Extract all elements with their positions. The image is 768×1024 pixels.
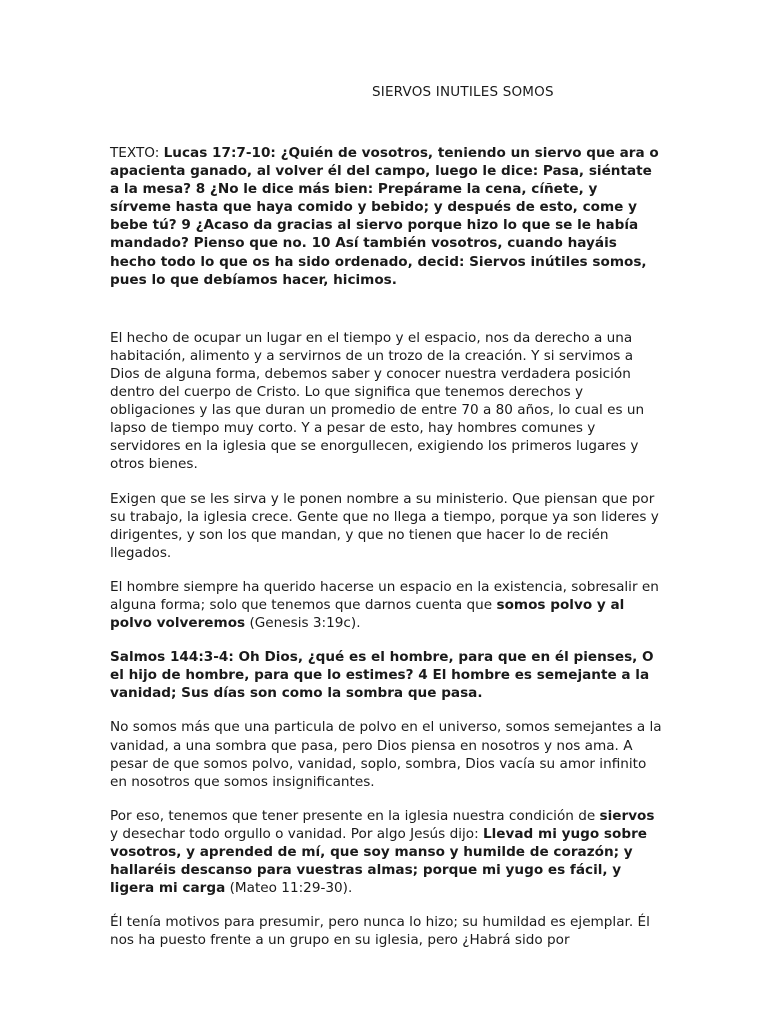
psalm-quote-paragraph bbox=[110, 648, 662, 702]
paragraph-2: Exigen que se les sirva y le ponen nombre a su ministerio. Que piensan que por su trabajo, la iglesia crece. Gente que no llega a tiempo, porque ya son lideres y dirigentes, y son los que mandan, y que no tienen que hacer lo de recién llegados. bbox=[110, 490, 659, 561]
paragraph-6-bold-quote: Llevad mi yugo sobre vosotros, y aprended de mí, que soy manso y humilde de corazón; y hallaréis descanso para vuestras almas; porque mi yugo es fácil, y ligera mi carga bbox=[110, 825, 648, 897]
texto-label: TEXTO: bbox=[110, 145, 164, 161]
paragraph-6 bbox=[110, 807, 662, 897]
paragraph-6-bold-siervos: siervos bbox=[599, 807, 655, 824]
paragraph-3-post: (Genesis 3:19c). bbox=[245, 615, 361, 632]
paragraph-3-pre: El hombre siempre ha querido hacerse un espacio en la existencia, sobresalir en alguna forma; solo que tenemos que darnos cuenta que bbox=[110, 578, 659, 613]
paragraph-5: No somos más que una particula de polvo en el universo, somos semejantes a la vanidad, a una sombra que pasa, pero Dios piensa en nosotros y nos ama. A pesar de que somos polvo, vanidad, soplo, sombra, Dios vacía su amor infinito en nosotros que somos insignificantes. bbox=[110, 719, 662, 790]
paragraph-6-mid: y desechar todo orgullo o vanidad. Por algo Jesús dijo: bbox=[110, 825, 483, 842]
paragraph-6-post: (Mateo 11:29-30). bbox=[225, 880, 353, 897]
paragraph-6-pre: Por eso, tenemos que tener presente en la iglesia nuestra condición de bbox=[110, 807, 600, 824]
psalm-quote: Salmos 144:3-4: Oh Dios, ¿qué es el hombre, para que en él pienses, O el hijo de hombre, para que lo estimes? 4 El hombre es semejante a la vanidad; Sus días son como la sombra que pasa. bbox=[110, 649, 654, 702]
paragraph-7: Él tenía motivos para presumir, pero nunca lo hizo; su humildad es ejemplar. Él nos ha puesto frente a un grupo en su iglesia, pero ¿Habrá sido por bbox=[110, 914, 650, 949]
document-body bbox=[110, 144, 662, 965]
paragraph-3-bold: somos polvo y al polvo volveremos bbox=[110, 596, 625, 632]
scripture-passage: Lucas 17:7-10: ¿Quién de vosotros, teniendo un siervo que ara o apacienta ganado, al volver él del campo, luego le dice: Pasa, siéntate a la mesa? 8 ¿No le dice más bien: Prepárame la cena, cíñete, y sírveme hasta que haya comido y bebido; y después de esto, come y bebe tú? 9 ¿Acaso da gracias al siervo porque hizo lo que se le había mandado? Pienso que no. 10 Así también vosotros, cuando hayáis hecho todo lo que os ha sido ordenado, decid: Siervos inútiles somos, pues lo que debíamos hacer, hicimos. bbox=[110, 145, 659, 288]
paragraph-1: El hecho de ocupar un lugar en el tiempo y el espacio, nos da derecho a una habitación, alimento y a servirnos de un trozo de la creación. Y si servimos a Dios de alguna forma, debemos saber y conocer nuestra verdadera posición dentro del cuerpo de Cristo. Lo que significa que tenemos derechos y obligaciones y las que duran un promedio de entre 70 a 80 años, lo cual es un lapso de tiempo muy corto. Y a pesar de esto, hay hombres comunes y servidores en la iglesia que se enorgullecen, exigiendo los primeros lugares y otros bienes. bbox=[110, 329, 645, 473]
scripture-text-paragraph bbox=[110, 144, 662, 289]
document-title: SIERVOS INUTILES SOMOS bbox=[372, 84, 554, 100]
paragraph-3 bbox=[110, 578, 662, 632]
